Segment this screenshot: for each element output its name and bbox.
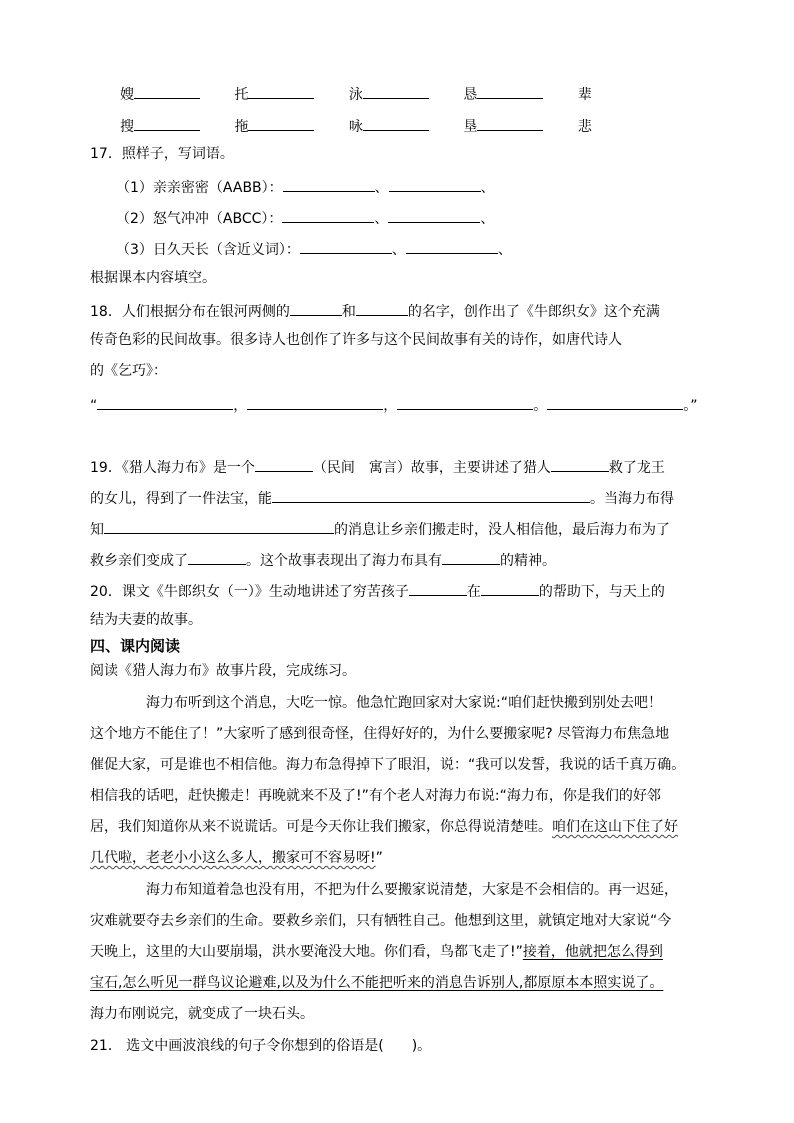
answer-blank[interactable]	[188, 548, 246, 565]
passage-line	[90, 973, 663, 993]
answer-blank[interactable]	[272, 486, 590, 503]
answer-blank[interactable]	[255, 455, 313, 472]
q17-item-1: （1）亲亲密密（AABB）： 、 、	[116, 175, 495, 198]
passage-line: 这个地方不能住了！”大家听了感到很奇怪，住得好好的，为什么要搬家呢? 尽管海力布焦急地	[90, 726, 670, 742]
answer-blank[interactable]	[481, 579, 539, 596]
fill-intro: 根据课本内容填空。	[90, 270, 216, 286]
passage-line: 催促大家，可是谁也不相信他。海力布急得掉下了眼泪，说：“我可以发誓，我说的话千真万确。	[90, 757, 686, 773]
q18-line-2: 传奇色彩的民间故事。很多诗人也创作了许多与这个民间故事有关的诗作，如唐代诗人	[90, 332, 622, 348]
passage-line: 相信我的话吧，赶快搬走！再晚就来不及了!”有个老人对海力布说:“海力布，你是我们的好邻	[90, 788, 661, 804]
answer-blank[interactable]	[388, 206, 480, 223]
answer-blank[interactable]	[97, 393, 233, 410]
answer-blank[interactable]	[551, 455, 609, 472]
answer-blank[interactable]	[282, 206, 374, 223]
answer-blank[interactable]	[547, 393, 683, 410]
q19-line-4: 救乡亲们变成了 。这个故事表现出了海力布具有 的精神。	[90, 548, 556, 571]
answer-blank[interactable]	[134, 114, 200, 131]
char: 悲	[577, 119, 592, 135]
q18-line-1: 18．人们根据分布在银河两侧的 和 的名字，创作出了《牛郎织女》这个充满	[90, 299, 660, 322]
underlined-sentence: 宝石,怎么听见一群鸟议论避难,以及为什么不能把听来的消息告诉别人,都原原本本照实说了。	[90, 975, 664, 991]
section-heading: 四、课内阅读	[90, 637, 181, 655]
answer-blank[interactable]	[363, 82, 429, 99]
char: 咏	[348, 119, 363, 135]
char: 拖	[234, 119, 249, 135]
q19-line-3: 知 的消息让乡亲们搬走时，没人相信他，最后海力布为了	[90, 517, 670, 540]
answer-blank[interactable]	[409, 579, 467, 596]
answer-blank[interactable]	[477, 82, 543, 99]
answer-blank[interactable]	[406, 237, 498, 254]
answer-blank[interactable]	[134, 82, 200, 99]
answer-blank[interactable]	[300, 237, 392, 254]
passage-line: 灾难就要夺去乡亲们的生命。要救乡亲们，只有牺牲自己。他想到这里，就镇定地对大家说“今	[90, 913, 672, 929]
char: 嫂	[120, 87, 134, 103]
wavy-underlined-sentence: 几代啦，老老小小这么多人，搬家可不容易呀!	[90, 850, 376, 866]
answer-blank[interactable]	[290, 299, 342, 316]
answer-blank[interactable]	[248, 114, 314, 131]
answer-blank[interactable]	[442, 548, 500, 565]
answer-blank[interactable]	[477, 114, 543, 131]
q17-title: 17．照样子，写词语。	[90, 146, 234, 162]
answer-blank[interactable]	[104, 517, 334, 534]
section-intro: 阅读《猎人海力布》故事片段，完成练习。	[90, 663, 356, 679]
passage-line: 几代啦，老老小小这么多人，搬家可不容易呀!”	[90, 850, 383, 866]
answer-blank[interactable]	[356, 299, 408, 316]
underlined-sentence: 接着，他就把怎么得到	[522, 944, 663, 960]
char: 辈	[577, 87, 592, 103]
q18-poem-line: “ ， ， 。 。”	[90, 393, 698, 416]
q18-line-3: 的《乞巧》：	[90, 363, 167, 379]
passage-line: 天晚上，这里的大山要崩塌，洪水要淹没大地。你们看，鸟都飞走了!”接着，他就把怎么得到	[90, 944, 663, 960]
answer-blank[interactable]	[397, 393, 533, 410]
q21-question: 21． 选文中画波浪线的句子令你想到的俗语是( )。	[90, 1038, 432, 1054]
wavy-underlined-sentence: 咱们在这山下住了好	[552, 819, 678, 835]
char: 搜	[120, 119, 134, 135]
char: 恳	[463, 87, 478, 103]
q19-line-1: 19．《猎人海力布》是一个 （民间 寓言）故事，主要讲述了猎人 救了龙王	[90, 455, 665, 478]
q17-item-2: （2）怒气冲冲（ABCC）： 、 、	[116, 206, 494, 229]
answer-blank[interactable]	[248, 82, 314, 99]
q19-line-2: 的女儿，得到了一件法宝，能 。当海力布得	[90, 486, 674, 509]
char: 托	[234, 87, 249, 103]
q16-row-1	[120, 82, 592, 105]
passage-line: 海力布刚说完，就变成了一块石头。	[90, 1006, 314, 1022]
answer-blank[interactable]	[363, 114, 429, 131]
passage-line: 海力布知道着急也没有用，不把为什么要搬家说清楚，大家是不会相信的。再一迟延，	[146, 882, 678, 898]
q20-line-2: 结为夫妻的故事。	[90, 612, 202, 628]
passage-line: 海力布听到这个消息，大吃一惊。他急忙跑回家对大家说:“咱们赶快搬到别处去吧！	[146, 695, 662, 711]
char: 垦	[463, 119, 478, 135]
answer-blank[interactable]	[283, 175, 375, 192]
char: 泳	[348, 87, 363, 103]
q16-row-2	[120, 114, 592, 137]
passage-line: 居，我们知道你从来不说谎话。可是今天你让我们搬家，你总得说清楚哇。咱们在这山下住了好	[90, 819, 678, 835]
answer-blank[interactable]	[389, 175, 481, 192]
q20-line-1: 20．课文《牛郎织女（一）》生动地讲述了穷苦孩子 在 的帮助下，与天上的	[90, 579, 665, 602]
q17-item-3: （3）日久天长（含近义词）： 、 、	[116, 237, 512, 260]
answer-blank[interactable]	[247, 393, 383, 410]
